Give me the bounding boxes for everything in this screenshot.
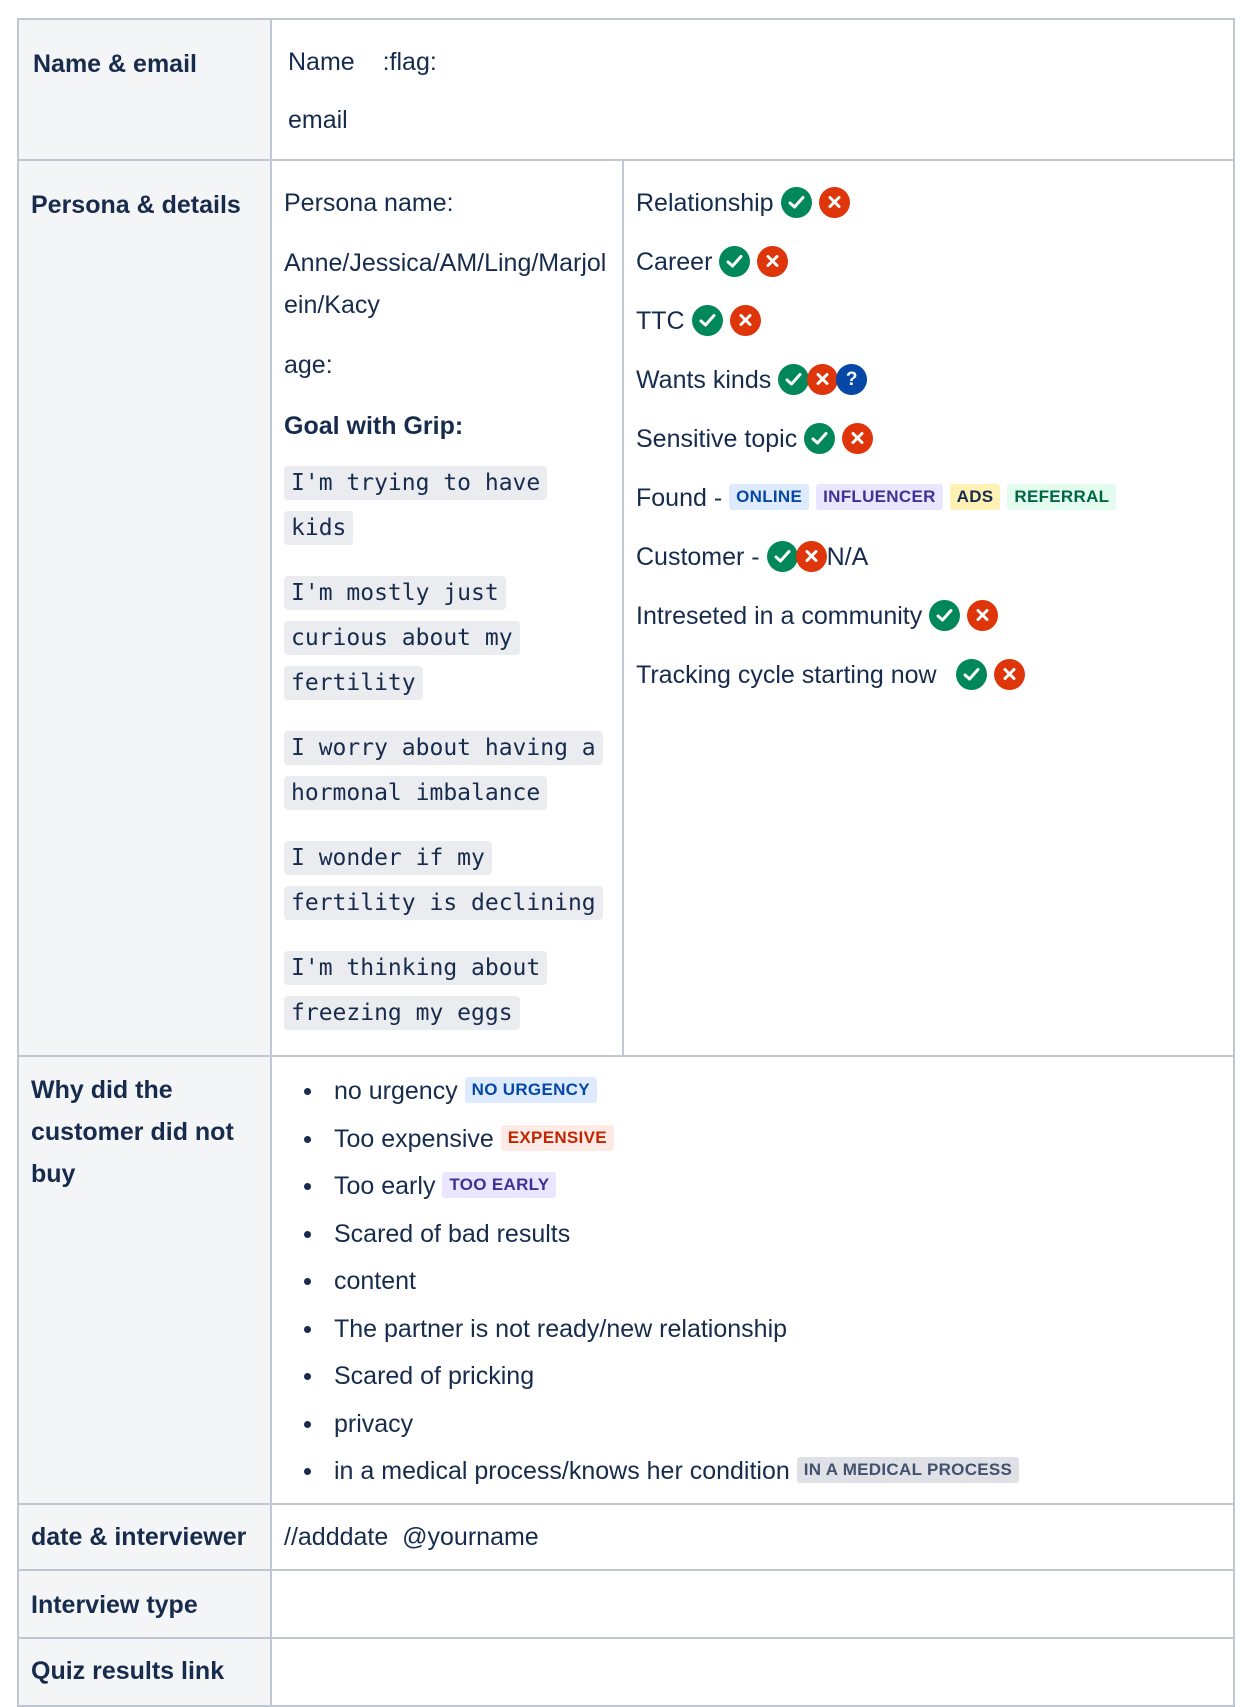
row-header-interview-type: Interview type [18, 1570, 271, 1638]
check-circle-icon[interactable] [781, 187, 812, 218]
check-circle-icon[interactable] [956, 659, 987, 690]
row-why-not-buy [18, 1056, 1234, 1504]
career-label: Career [636, 248, 713, 276]
customer-na: N/A [826, 543, 869, 571]
list-item: Scared of pricking [304, 1354, 1219, 1398]
list-item: Too expensive EXPENSIVE [304, 1117, 1219, 1161]
row-persona-details [18, 160, 1234, 1056]
row-header-date-interviewer: date & interviewer [18, 1504, 271, 1570]
row-date-interviewer [18, 1504, 1234, 1570]
customer-label: Customer - [636, 543, 760, 571]
status-lozenge-referral[interactable]: REFERRAL [1007, 484, 1116, 510]
flag-emoji-text: :flag: [382, 48, 437, 76]
status-lozenge-online[interactable]: ONLINE [729, 484, 809, 510]
check-circle-icon[interactable] [767, 541, 798, 572]
goal-option: I worry about having a hormonal imbalance [284, 731, 603, 810]
goal-option: I'm thinking about freezing my eggs [284, 951, 547, 1030]
list-item: in a medical process/knows her condition IN A MEDICAL PROCESS [304, 1449, 1219, 1493]
row-header-why-not-buy: Why did the customer did not buy [18, 1056, 271, 1504]
check-circle-icon[interactable] [692, 305, 723, 336]
cross-circle-icon[interactable] [757, 246, 788, 277]
list-item: no urgency NO URGENCY [304, 1069, 1219, 1113]
check-circle-icon[interactable] [719, 246, 750, 277]
goal-option: I wonder if my fertility is declining [284, 841, 603, 920]
check-circle-icon[interactable] [778, 364, 809, 395]
list-item: Too early TOO EARLY [304, 1164, 1219, 1208]
row-header-name-email: Name & email [18, 19, 271, 160]
row-quiz-results [18, 1638, 1234, 1706]
cross-circle-icon[interactable] [994, 659, 1025, 690]
list-item: Scared of bad results [304, 1212, 1219, 1256]
cell-why-not-buy[interactable] [271, 1056, 1234, 1504]
cross-circle-icon[interactable] [842, 423, 873, 454]
row-name-email [18, 19, 1234, 160]
status-lozenge-too-early[interactable]: TOO EARLY [442, 1172, 556, 1198]
age-label: age: [284, 351, 333, 379]
wants-kinds-label: Wants kinds [636, 366, 772, 394]
row-header-quiz-results: Quiz results link [18, 1638, 271, 1706]
persona-name-label: Persona name: [284, 189, 454, 217]
community-label: Intreseted in a community [636, 602, 923, 630]
goal-label: Goal with Grip: [284, 412, 464, 440]
tracking-label: Tracking cycle starting now [636, 661, 937, 689]
cell-quiz-results[interactable] [271, 1638, 1234, 1706]
interview-template-table [17, 18, 1235, 1707]
ttc-label: TTC [636, 307, 685, 335]
cross-circle-icon[interactable] [967, 600, 998, 631]
relationship-label: Relationship [636, 189, 774, 217]
question-circle-icon[interactable]: ? [836, 364, 867, 395]
status-lozenge-influencer[interactable]: INFLUENCER [816, 484, 943, 510]
sensitive-topic-label: Sensitive topic [636, 425, 798, 453]
status-lozenge-no-urgency[interactable]: NO URGENCY [465, 1077, 597, 1103]
persona-names: Anne/Jessica/AM/Ling/Marjolein/Kacy [284, 249, 607, 319]
list-item: The partner is not ready/new relationship [304, 1307, 1219, 1351]
cell-persona-left[interactable] [271, 160, 623, 1056]
cell-persona-right[interactable] [623, 160, 1234, 1056]
email-label: email [288, 106, 348, 134]
status-lozenge-medical-process[interactable]: IN A MEDICAL PROCESS [797, 1457, 1019, 1483]
reasons-list [286, 1069, 1219, 1493]
cell-interview-type[interactable] [271, 1570, 1234, 1638]
cell-name-email[interactable] [271, 19, 1234, 160]
list-item: content [304, 1259, 1219, 1303]
cross-circle-icon[interactable] [819, 187, 850, 218]
list-item: privacy [304, 1402, 1219, 1446]
check-circle-icon[interactable] [929, 600, 960, 631]
row-header-persona: Persona & details [18, 160, 271, 1056]
row-interview-type [18, 1570, 1234, 1638]
check-circle-icon[interactable] [804, 423, 835, 454]
cell-date-interviewer[interactable]: //adddate @yourname [271, 1504, 1234, 1570]
goal-option: I'm trying to have kids [284, 466, 547, 545]
cross-circle-icon[interactable] [807, 364, 838, 395]
name-label: Name [288, 48, 355, 76]
status-lozenge-ads[interactable]: ADS [950, 484, 1001, 510]
cross-circle-icon[interactable] [796, 541, 827, 572]
cross-circle-icon[interactable] [730, 305, 761, 336]
found-label: Found - [636, 484, 723, 512]
status-lozenge-expensive[interactable]: EXPENSIVE [501, 1125, 614, 1151]
goal-option: I'm mostly just curious about my fertility [284, 576, 520, 700]
